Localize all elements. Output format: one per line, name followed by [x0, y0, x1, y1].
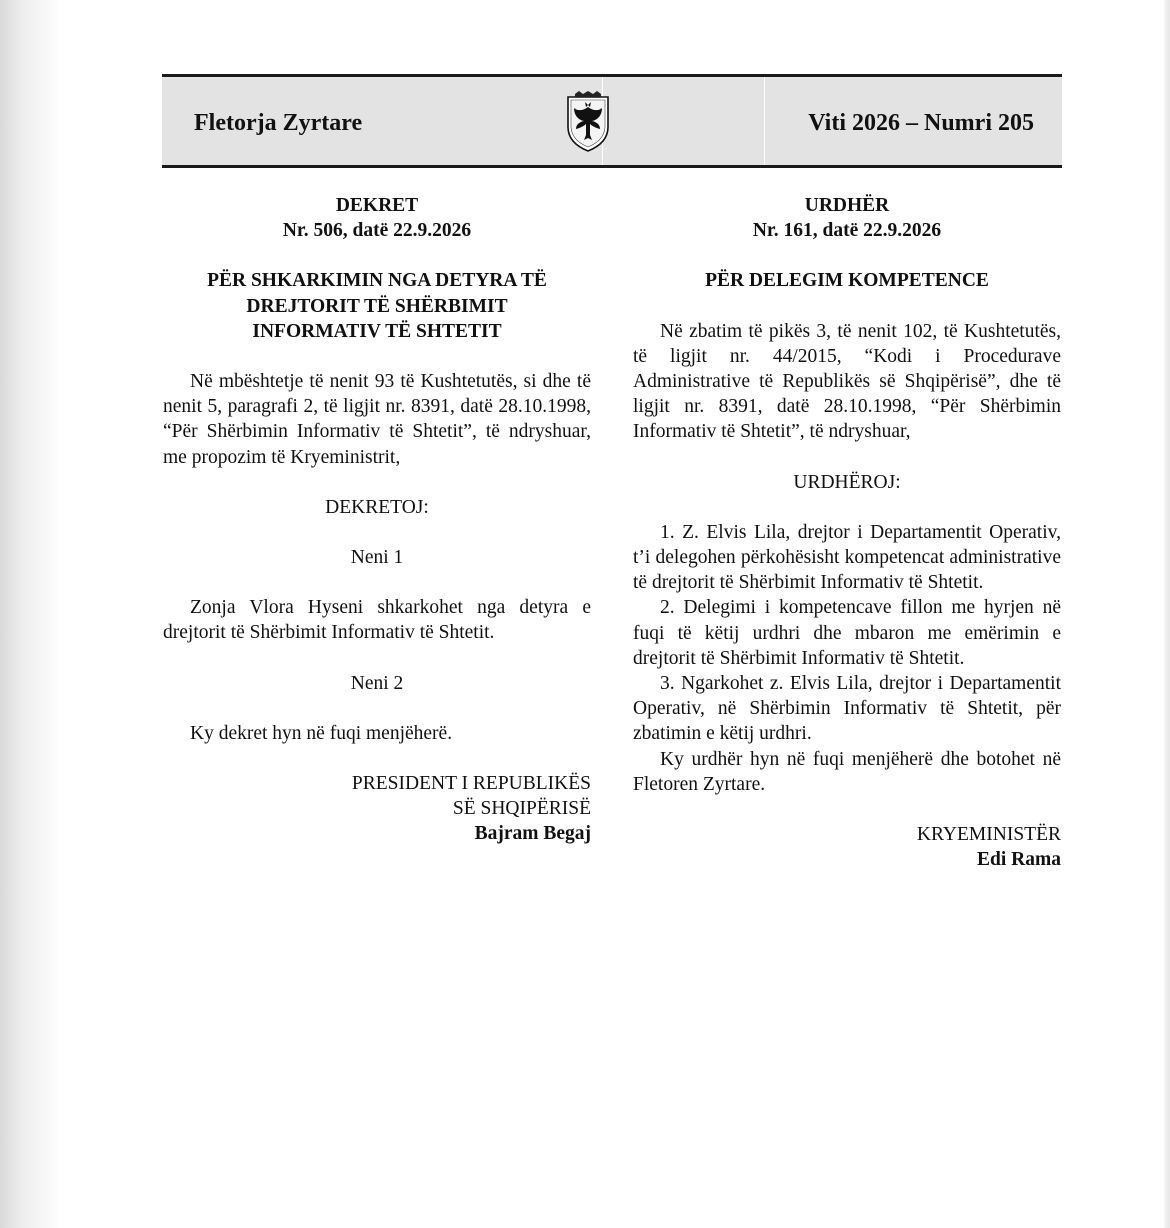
order-operative: URDHËROJ: [793, 471, 901, 493]
viewer-left-margin [0, 0, 58, 1228]
albanian-eagle-emblem-icon [565, 91, 611, 153]
order-type: URDHËR [804, 195, 890, 216]
gazette-header [162, 74, 1062, 168]
decree-article-1-text: Zonja Vlora Hyseni shkarkohet nga detyra e drejtorit të Shërbimit Informativ të Shtetit. [163, 597, 591, 644]
header-issue-cell [764, 77, 1063, 165]
decree-article-1-heading: Neni 1 [350, 547, 404, 569]
decree-column [163, 193, 591, 847]
decree-operative: DEKRETOJ: [325, 496, 429, 518]
decree-signatory-title-2: SË SHQIPËRISË [452, 798, 591, 820]
order-number: Nr. 161, datë 22.9.2026 [752, 220, 942, 242]
decree-preamble: Në mbështetje të nenit 93 të Kushtetutës, si dhe të nenit 5, paragrafi 2, të ligjit nr. 8391, datë 28.10.1998, “Për Shërbimin Informativ të Shtetit”, të ndryshuar, me propozim të Kryeministrit, [163, 371, 591, 468]
viewer-right-edge [1164, 0, 1170, 1228]
order-preamble: Në zbatim të pikës 3, të nenit 102, të Kushtetutës, të ligjit nr. 44/2015, “Kodi i Procedurave Administrative të Republikës së Shqipërisë”, dhe të ligjit nr. 8391, datë 28.10.1998, “Për Shërbimin Informativ të Shtetit”, të ndryshuar, [633, 320, 1061, 443]
decree-number: Nr. 506, datë 22.9.2026 [282, 220, 472, 242]
order-point-2: 2. Delegimi i kompetencave fillon me hyrjen në fuqi të këtij urdhri dhe mbaron me emërimin e drejtorit të Shërbimit Informativ të Shtetit. [633, 597, 1061, 669]
decree-article-2-heading: Neni 2 [350, 672, 404, 694]
decree-signatory-title-1: PRESIDENT I REPUBLIKËS [351, 773, 591, 795]
order-point-3: 3. Ngarkohet z. Elvis Lila, drejtor i Departamentit Operativ, në Shërbimin Informativ të Shtetit, për zbatimin e këtij urdhri. [633, 673, 1061, 745]
decree-article-2-text: Ky dekret hyn në fuqi menjëherë. [190, 722, 453, 744]
decree-subject-line-1: PËR SHKARKIMIN NGA DETYRA TË [207, 270, 547, 292]
decree-signatory-name: Bajram Begaj [474, 823, 591, 845]
decree-subject-line-3: INFORMATIV TË SHTETIT [252, 320, 502, 342]
order-column [633, 193, 1061, 872]
header-title-cell [162, 77, 602, 165]
order-signatory-title: KRYEMINISTËR [916, 824, 1061, 846]
order-closing: Ky urdhër hyn në fuqi menjëherë dhe botohet në Fletoren Zyrtare. [633, 748, 1061, 795]
gazette-issue: Viti 2026 – Numri 205 [808, 110, 1034, 136]
order-subject: PËR DELEGIM KOMPETENCE [705, 270, 989, 292]
decree-type: DEKRET [335, 195, 419, 216]
gazette-title: Fletorja Zyrtare [194, 110, 363, 136]
order-signatory-name: Edi Rama [977, 849, 1061, 871]
order-point-1: 1. Z. Elvis Lila, drejtor i Departamentit Operativ, t’i delegohen përkohësisht kompetencat administrative të drejtorit të Shërbimit Informativ të Shtetit. [633, 521, 1061, 594]
decree-subject-line-2: DREJTORIT TË SHËRBIMIT [246, 295, 508, 317]
